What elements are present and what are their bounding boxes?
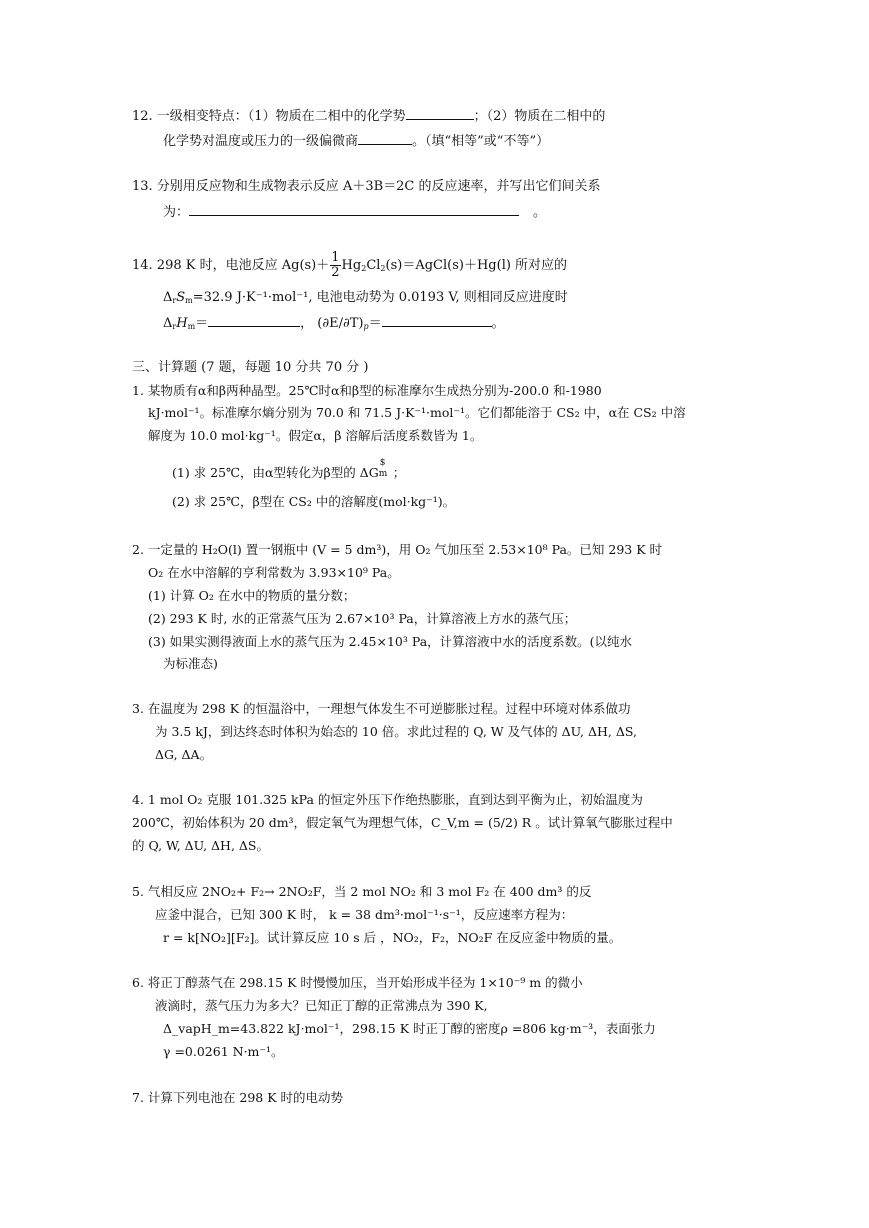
q12-blank-2[interactable]: [358, 132, 412, 145]
q14-text-b: Hg: [341, 258, 362, 273]
q14-delta-h-symbol: $\Delta_rH_m$: [163, 316, 196, 331]
p4-line-2: 200℃，初始体积为 20 dm³，假定氧气为理想气体，C_V,m = (5/2) R 。试计算氧气膨胀过程中: [132, 815, 673, 830]
p1-standard-symbol: $ m: [378, 458, 388, 479]
q14-blank-1[interactable]: [208, 314, 300, 327]
p2-sub-3: (3) 如果实测得液面上水的蒸气压为 2.45×10³ Pa，计算溶液中水的活度系数。(以纯水: [148, 634, 633, 649]
q14-text-h: ＝: [368, 316, 382, 331]
q12-blank-1[interactable]: [406, 107, 474, 120]
q14-frac-den: 2: [331, 265, 340, 280]
q14-delta-s-symbol: $\Delta_rS_m$: [163, 290, 193, 305]
p1-line-2: kJ·mol⁻¹。标准摩尔熵分别为 70.0 和 71.5 J·K⁻¹·mol⁻¹。它们都能溶于 CS₂ 中，α在 CS₂ 中溶: [148, 405, 686, 420]
q12-text-d: 。（填“相等”或“不等”）: [412, 134, 550, 149]
q14-text-g: ， (∂E/∂T): [300, 316, 364, 331]
q14-frac-num: 1: [331, 250, 340, 265]
p4-line-1: 4. 1 mol O₂ 克服 101.325 kPa 的恒定外压下作绝热膨胀，直到达到平衡为止，初始温度为: [132, 792, 643, 807]
q14-line-2: [163, 290, 568, 309]
q14-blank-2[interactable]: [382, 314, 492, 327]
q14-text-i: 。: [491, 316, 505, 331]
p1-semicolon: ；: [392, 465, 406, 480]
p5-line-3: r = k[NO₂][F₂]。试计算反应 10 s 后 ，NO₂，F₂，NO₂F 在反应釜中物质的量。: [163, 930, 622, 945]
p3-line-2: 为 3.5 kJ，到达终态时体积为始态的 10 倍。求此过程的 Q, W 及气体的 ΔU, ΔH, ΔS,: [155, 724, 637, 739]
p4-line-3: 的 Q, W, ΔU, ΔH, ΔS。: [132, 838, 269, 853]
q13-text-b: 。: [533, 205, 547, 220]
p3-line-3: ΔG, ΔA。: [155, 747, 213, 762]
q14-text-c: Cl: [366, 258, 381, 273]
q12-text-a: 12. 一级相变特点：（1）物质在二相中的化学势: [132, 109, 406, 124]
q12-line-2: [163, 132, 549, 150]
q14-text-f: ＝: [195, 316, 209, 331]
p2-sub-1: (1) 计算 O₂ 在水中的物质的量分数；: [148, 588, 356, 603]
q14-fraction: [330, 251, 340, 280]
p2-sub-3b: 为标准态): [163, 656, 218, 671]
q14-text-e: =32.9 J·K⁻¹·mol⁻¹, 电池电动势为 0.0193 V, 则相同反应进度时: [192, 290, 568, 305]
p6-line-1: 6. 将正丁醇蒸气在 298.15 K 时慢慢加压，当开始形成半径为 1×10⁻⁹ m 的微小: [132, 975, 583, 990]
p1-sub-1-text: (1) 求 25℃，由α型转化为β型的 ΔG: [172, 465, 379, 480]
p1-line-3: 解度为 10.0 mol·kg⁻¹。假定α，β 溶解后活度系数皆为 1。: [148, 428, 483, 443]
q13-blank[interactable]: [189, 203, 519, 216]
p6-line-3: Δ_vapH_m=43.822 kJ·mol⁻¹，298.15 K 时正丁醇的密度ρ =806 kg·m⁻³，表面张力: [163, 1021, 656, 1036]
p5-line-2: 应釜中混合，已知 300 K 时， k = 38 dm³·mol⁻¹·s⁻¹，反应速率方程为：: [155, 907, 574, 922]
q12-text-c: 化学势对温度或压力的一级偏微商: [163, 134, 359, 149]
p1-sub-2: (2) 求 25℃，β型在 CS₂ 中的溶解度(mol·kg⁻¹)。: [172, 494, 456, 509]
q13-line-1: 13. 分别用反应物和生成物表示反应 A＋3B＝2C 的反应速率，并写出它们间关系: [132, 179, 601, 194]
p1-sub-1: [172, 458, 406, 481]
p2-sub-2: (2) 293 K 时, 水的正常蒸气压为 2.67×10³ Pa，计算溶液上方水的蒸气压；: [148, 611, 577, 626]
p3-line-1: 3. 在温度为 298 K 的恒温浴中，一理想气体发生不可逆膨胀过程。过程中环境对体系做功: [132, 701, 631, 716]
q14-line-1: 14. 298 K 时，电池反应 Ag(s)＋ $\frac{1}{2}$ $Hg_2Cl_2(s)=AgCl(s)+Hg(l)$ 所对应的: [132, 250, 568, 280]
p6-line-4: γ =0.0261 N·m⁻¹。: [163, 1044, 284, 1059]
q12-text-b: ；（2）物质在二相中的: [473, 109, 606, 124]
p7-line-1: 7. 计算下列电池在 298 K 时的电动势: [132, 1090, 344, 1105]
p2-line-2: O₂ 在水中溶解的亨利常数为 3.93×10⁹ Pa。: [148, 565, 400, 580]
p5-line-1: 5. 气相反应 2NO₂+ F₂→ 2NO₂F，当 2 mol NO₂ 和 3 mol F₂ 在 400 dm³ 的反: [132, 884, 592, 899]
q14-line-3: $\Delta_rH_m=$ ， $(\partial E/\partial T)_p=$ 。: [163, 316, 505, 331]
q14-text-d: (s)＝AgCl(s)＋Hg(l) 所对应的: [385, 258, 568, 273]
q12-line-1: [132, 107, 605, 125]
p2-line-1: 2. 一定量的 H₂O(l) 置一钢瓶中 (V = 5 dm³)，用 O₂ 气加压至 2.53×10⁸ Pa。已知 293 K 时: [132, 542, 663, 557]
q13-line-2: [163, 203, 546, 221]
p6-line-2: 液滴时，蒸气压力为多大？已知正丁醇的正常沸点为 390 K,: [155, 998, 488, 1013]
p1-line-1: 1. 某物质有α和β两种晶型。25℃时α和β型的标准摩尔生成热分别为-200.0 和-1980: [132, 383, 602, 398]
section-title: 三、计算题 (7 题，每题 10 分共 70 分 ): [132, 360, 369, 375]
q13-text-a: 为：: [163, 205, 190, 220]
q14-text-a: 14. 298 K 时，电池反应 Ag(s)＋: [132, 258, 330, 273]
